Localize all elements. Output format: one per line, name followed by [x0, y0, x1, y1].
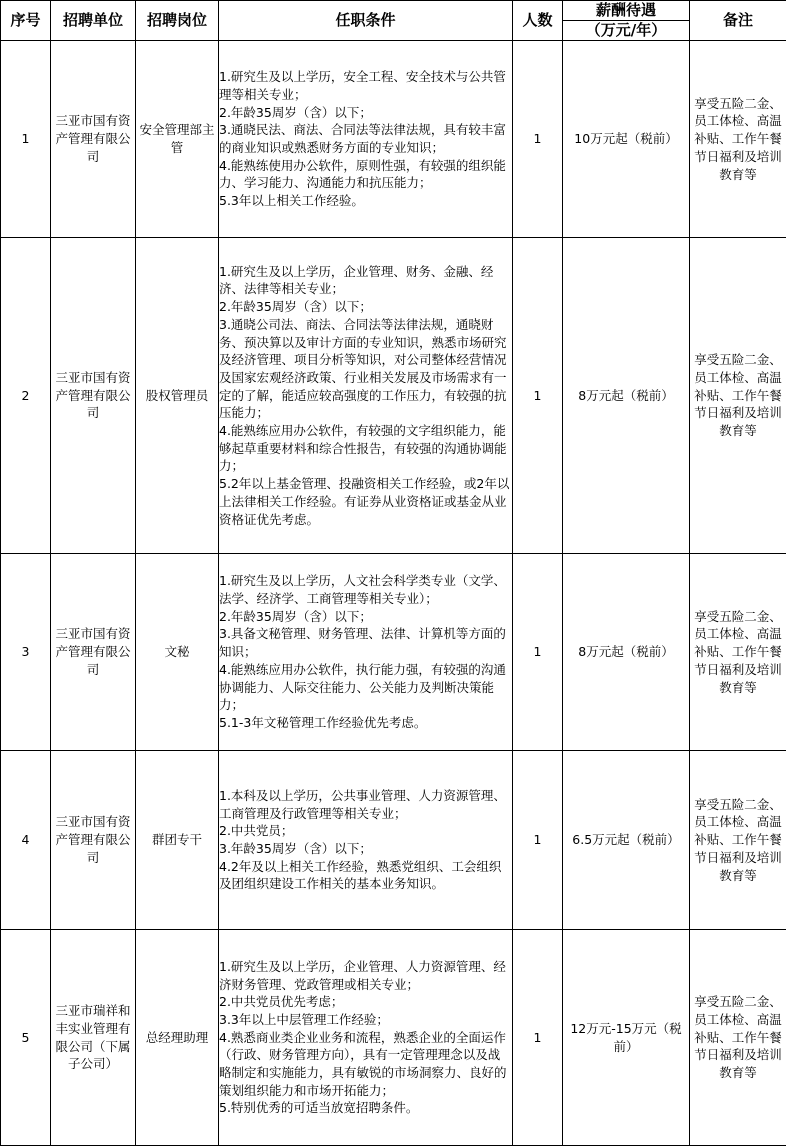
row-requirements: [219, 751, 513, 930]
requirement-item: 2.年龄35周岁（含）以下；: [219, 299, 372, 315]
row-unit: [51, 238, 136, 554]
row-count: 1: [513, 554, 563, 751]
requirement-item: 4.能熟练应用办公软件，有较强的文字组织能力，能够起草重要材料和综合性报告，有较强的沟通协调能力；: [219, 423, 507, 474]
table-row: [1, 930, 786, 1146]
requirement-item: 5.2年以上基金管理、投融资相关工作经验，或2年以上法律相关工作经验。有证券从业资格证或基金从业资格证优先考虑。: [219, 476, 510, 527]
row-position: [136, 554, 219, 751]
row-index: 5: [1, 930, 51, 1146]
row-position-text: 总经理助理: [145, 1029, 209, 1045]
requirement-item: 4.能熟练应用办公软件，执行能力强，有较强的沟通协调能力、人际交往能力、公关能力及判断决策能力；: [219, 661, 506, 713]
requirement-item: 4.熟悉商业类企业业务和流程，熟悉企业的全面运作（行政、财务管理方向），具有一定管理理念以及战略制定和实施能力，具有敏锐的市场洞察力、良好的策划组织能力和市场开拓能力；: [219, 1029, 507, 1098]
row-position: [136, 930, 219, 1146]
requirement-item: 1.研究生及以上学历，人文社会科学类专业（文学、法学、经济学、工商管理等相关专业）；: [219, 573, 506, 607]
row-position: [136, 751, 219, 930]
header-position: 招聘岗位: [136, 1, 219, 41]
table-row: [1, 751, 786, 930]
table-row: [1, 238, 786, 554]
row-note-text: 享受五险二金、员工体检、高温补贴、工作午餐节日福利及培训教育等: [694, 796, 782, 883]
header-count: 人数: [513, 1, 563, 41]
requirement-item: 1.研究生及以上学历，企业管理、财务、金融、经济、法律等相关专业；: [219, 263, 494, 297]
header-requirements: 任职条件: [219, 1, 513, 41]
row-requirements: [219, 238, 513, 554]
row-unit-text: 三亚市瑞祥和丰实业管理有限公司（下属子公司）: [55, 1003, 131, 1072]
row-unit: [51, 41, 136, 238]
row-note: [690, 751, 786, 930]
row-count: 1: [513, 238, 563, 554]
row-note-text: 享受五险二金、员工体检、高温补贴、工作午餐节日福利及培训教育等: [694, 994, 782, 1081]
requirement-item: 4.能熟练使用办公软件，原则性强，有较强的组织能力、学习能力、沟通能力和抗压能力；: [219, 157, 506, 191]
requirement-item: 3.年龄35周岁（含）以下；: [219, 841, 372, 856]
requirement-item: 5.特别优秀的可适当放宽招聘条件。: [219, 1100, 419, 1116]
requirement-item: 1.研究生及以上学历，安全工程、安全技术与公共管理等相关专业；: [219, 69, 506, 102]
header-salary-title: 薪酬待遇: [563, 1, 689, 21]
header-unit: 招聘单位: [51, 1, 136, 41]
header-salary-unit: （万元/年）: [585, 21, 667, 39]
row-unit-text: 三亚市国有资产管理有限公司: [55, 369, 131, 421]
requirement-item: 5.1-3年文秘管理工作经验优先考虑。: [219, 714, 427, 730]
requirement-item: 4.2年及以上相关工作经验，熟悉党组织、工会组织及团组织建设工作相关的基本业务知识。: [219, 858, 502, 892]
row-note-text: 享受五险二金、员工体检、高温补贴、工作午餐节日福利及培训教育等: [694, 95, 782, 182]
row-position-text: 股权管理员: [145, 387, 209, 403]
requirement-item: 1.研究生及以上学历，企业管理、人力资源管理、经济财务管理、党政管理或相关专业；: [219, 958, 506, 992]
requirement-item: 1.本科及以上学历，公共事业管理、人力资源管理、工商管理及行政管理等相关专业；: [219, 787, 506, 821]
row-salary: 12万元-15万元（税前）: [563, 930, 690, 1146]
row-requirements: [219, 554, 513, 751]
row-index: 1: [1, 41, 51, 238]
row-count: 1: [513, 930, 563, 1146]
row-note: [690, 41, 786, 238]
row-requirements: [219, 41, 513, 238]
row-note-text: 享受五险二金、员工体检、高温补贴、工作午餐节日福利及培训教育等: [694, 352, 782, 439]
requirement-item: 2.中共党员；: [219, 823, 294, 839]
requirement-item: 2.中共党员优先考虑；: [219, 994, 344, 1010]
row-requirements: [219, 930, 513, 1146]
header-salary: [563, 1, 690, 41]
requirement-item: 3.通晓民法、商法、合同法等法律法规，具有较丰富的商业知识或熟悉财务方面的专业知识；: [219, 122, 506, 155]
row-position-text: 安全管理部主管: [139, 122, 215, 155]
requirement-item: 3.通晓公司法、商法、合同法等法律法规，通晓财务、预决算以及审计方面的专业知识，熟悉市场研究及经济管理、项目分析等知识，对公司整体经营情况及国家宏观经济政策、行业相关发展及市场需求有一定的了解，能适应较高强度的工作压力，有较强的抗压能力；: [219, 316, 507, 421]
requirement-item: 5.3年以上相关工作经验。: [219, 193, 364, 209]
row-position-text: 文秘: [164, 644, 190, 660]
row-position: [136, 41, 219, 238]
row-unit: [51, 930, 136, 1146]
row-unit: [51, 751, 136, 930]
row-unit-text: 三亚市国有资产管理有限公司: [55, 814, 131, 865]
row-index: 3: [1, 554, 51, 751]
row-note-text: 享受五险二金、员工体检、高温补贴、工作午餐节日福利及培训教育等: [694, 608, 782, 695]
table-row: [1, 41, 786, 238]
row-note: [690, 238, 786, 554]
row-position: [136, 238, 219, 554]
row-unit: [51, 554, 136, 751]
row-count: 1: [513, 41, 563, 238]
row-note: [690, 930, 786, 1146]
row-salary: 8万元起（税前）: [563, 554, 690, 751]
row-index: 2: [1, 238, 51, 554]
requirement-item: 2.年龄35周岁（含）以下；: [219, 104, 372, 120]
row-index: 4: [1, 751, 51, 930]
table-row: [1, 554, 786, 751]
row-salary: 10万元起（税前）: [563, 41, 690, 238]
row-unit-text: 三亚市国有资产管理有限公司: [55, 113, 131, 164]
row-note: [690, 554, 786, 751]
header-note: 备注: [690, 1, 786, 41]
requirement-item: 3.3年以上中层管理工作经验；: [219, 1011, 389, 1027]
requirement-item: 3.具备文秘管理、财务管理、法律、计算机等方面的知识；: [219, 626, 506, 660]
requirement-item: 2.年龄35周岁（含）以下；: [219, 608, 372, 624]
row-salary: 8万元起（税前）: [563, 238, 690, 554]
row-count: 1: [513, 751, 563, 930]
row-salary: 6.5万元起（税前）: [563, 751, 690, 930]
row-unit-text: 三亚市国有资产管理有限公司: [55, 626, 131, 677]
header-row: [1, 1, 786, 41]
row-position-text: 群团专干: [151, 832, 202, 848]
header-index: 序号: [1, 1, 51, 41]
